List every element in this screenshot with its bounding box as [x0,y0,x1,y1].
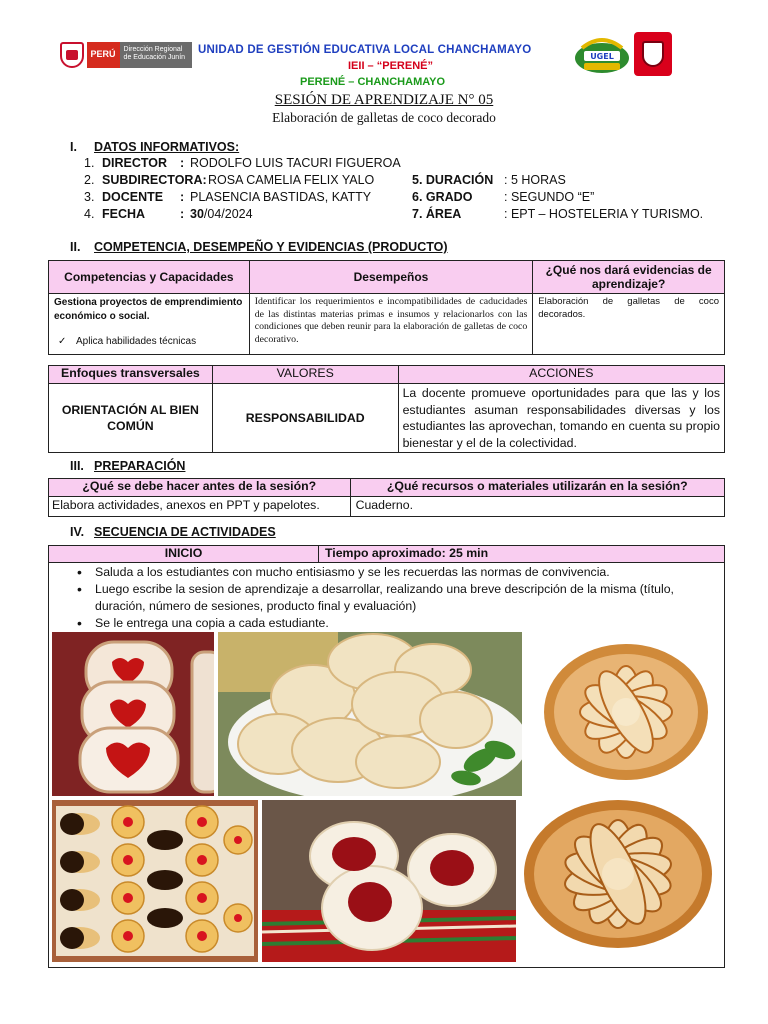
info-row-docente: 3. DOCENTE : PLASENCIA BASTIDAS, KATTY [84,190,372,204]
section-3-heading: III. PREPARACIÓN [70,459,186,473]
svg-text:UGEL: UGEL [590,52,614,61]
list-item: • Luego escribe la sesion de aprendizaje a desarrollar, realizando una breve descripción de la misma (título, duración, número de sesiones, producto final y evaluación) [71,581,716,615]
coconut-macaroons-photo [218,632,522,796]
competencia-text: Gestiona proyectos de emprendimiento económico o social. [54,297,243,322]
ugel-logo [574,36,630,74]
header-recursos: ¿Qué recursos o materiales utilizarán en la sesión? [350,479,724,497]
school-name: IEII – “PERENÉ” [348,60,433,72]
section-1-title: DATOS INFORMATIVOS: [94,140,240,154]
section-4-title: SECUENCIA DE ACTIVIDADES [94,525,276,539]
info-row-director: 1. DIRECTOR : RODOLFO LUIS TACURI FIGUEROA [84,156,401,170]
info-row-area: 7. ÁREA : EPT – HOSTELERIA Y TURISMO. [412,207,704,221]
header-valores: VALORES [212,366,398,384]
capacidad-item: ✓ Aplica habilidades técnicas [54,336,244,347]
peru-education-logo [60,40,192,70]
datos-right-column [412,173,732,224]
competencias-table [48,260,725,355]
valor-cell: RESPONSABILIDAD [212,384,398,453]
header-competencias: Competencias y Capacidades [49,261,250,294]
coconut-rosette-cookie-photo-2 [520,796,716,952]
phase-label: INICIO [49,546,319,562]
info-row-grado: 6. GRADO : SEGUNDO “E” [412,190,595,204]
header-enfoques: Enfoques transversales [49,366,213,384]
section-1-heading: I. DATOS INFORMATIVOS: [70,140,240,154]
jam-thumbprint-cookies-photo [262,800,516,962]
ugel-name: UNIDAD DE GESTIÓN EDUCATIVA LOCAL CHANCHAMAYO [198,44,532,56]
time-label: Tiempo aproximado: 25 min [325,546,489,560]
secuencia-header [49,546,724,563]
activity-list [49,563,724,632]
info-row-fecha: 4. FECHA : 30 /04/2024 [84,207,253,221]
session-subtitle: Elaboración de galletas de coco decorado [272,110,496,125]
peru-shield-icon [60,42,84,68]
header-desempenos: Desempeños [249,261,533,294]
decorated-cookies-tray-photo [52,800,258,962]
info-row-subdirectora: 2. SUBDIRECTORA: ROSA CAMELIA FELIX YALO [84,173,375,187]
direccion-regional-label: Dirección Regional de Educación Junín [120,42,192,68]
check-icon: ✓ [58,336,67,347]
header-evidencias: ¿Qué nos dará evidencias de aprendizaje? [533,261,725,294]
list-item: • Se le entrega una copia a cada estudiante. [71,615,716,632]
list-item: • Saluda a los estudiantes con mucho entisiasmo y se les recuerdas las normas de convivencia. [71,564,716,581]
coconut-rosette-cookie-photo-1 [540,640,712,784]
info-row-duracion: 5. DURACIÓN : 5 HORAS [412,173,566,187]
header-antes-sesion: ¿Qué se debe hacer antes de la sesión? [49,479,351,497]
section-2-title: COMPETENCIA, DESEMPEÑO Y EVIDENCIAS (PRODUCTO) [94,240,448,254]
enfoques-table [48,365,725,453]
accion-cell: La docente promueve oportunidades para que las y los estudiantes asuman responsabilidades diversas y los estudiantes las aprovechan, tomando en cuenta su propio bienestar y el de la colectividad. [398,384,724,453]
recursos-cell: Cuaderno. [350,497,724,517]
session-title: SESIÓN DE APRENDIZAJE N° 05 [274,92,494,108]
enfoque-cell: ORIENTACIÓN AL BIEN COMÚN [49,384,213,453]
preparacion-table [48,478,725,517]
location: PERENÉ – CHANCHAMAYO [300,76,446,88]
evidencia-cell: Elaboración de galletas de coco decorados. [533,294,725,355]
antes-sesion-cell: Elabora actividades, anexos en PPT y papelotes. [49,497,351,517]
peru-label: PERÚ [87,42,120,68]
section-3-title: PREPARACIÓN [94,459,186,473]
section-2-heading: II. COMPETENCIA, DESEMPEÑO Y EVIDENCIAS (PRODUCTO) [70,240,448,254]
section-4-heading: IV. SECUENCIA DE ACTIVIDADES [70,525,276,539]
competencia-cell [49,294,250,355]
datos-left-column [84,156,414,224]
header-acciones: ACCIONES [398,366,724,384]
heart-cookies-photo [52,632,214,796]
school-crest [634,32,672,76]
desempeno-cell: Identificar los requerimientos e incompatibilidades de caducidades de las distintas materias primas e insumos y relacionarlos con las condiciones que deben reunir para la elaboración de galletas de coco decorativo. [249,294,533,355]
